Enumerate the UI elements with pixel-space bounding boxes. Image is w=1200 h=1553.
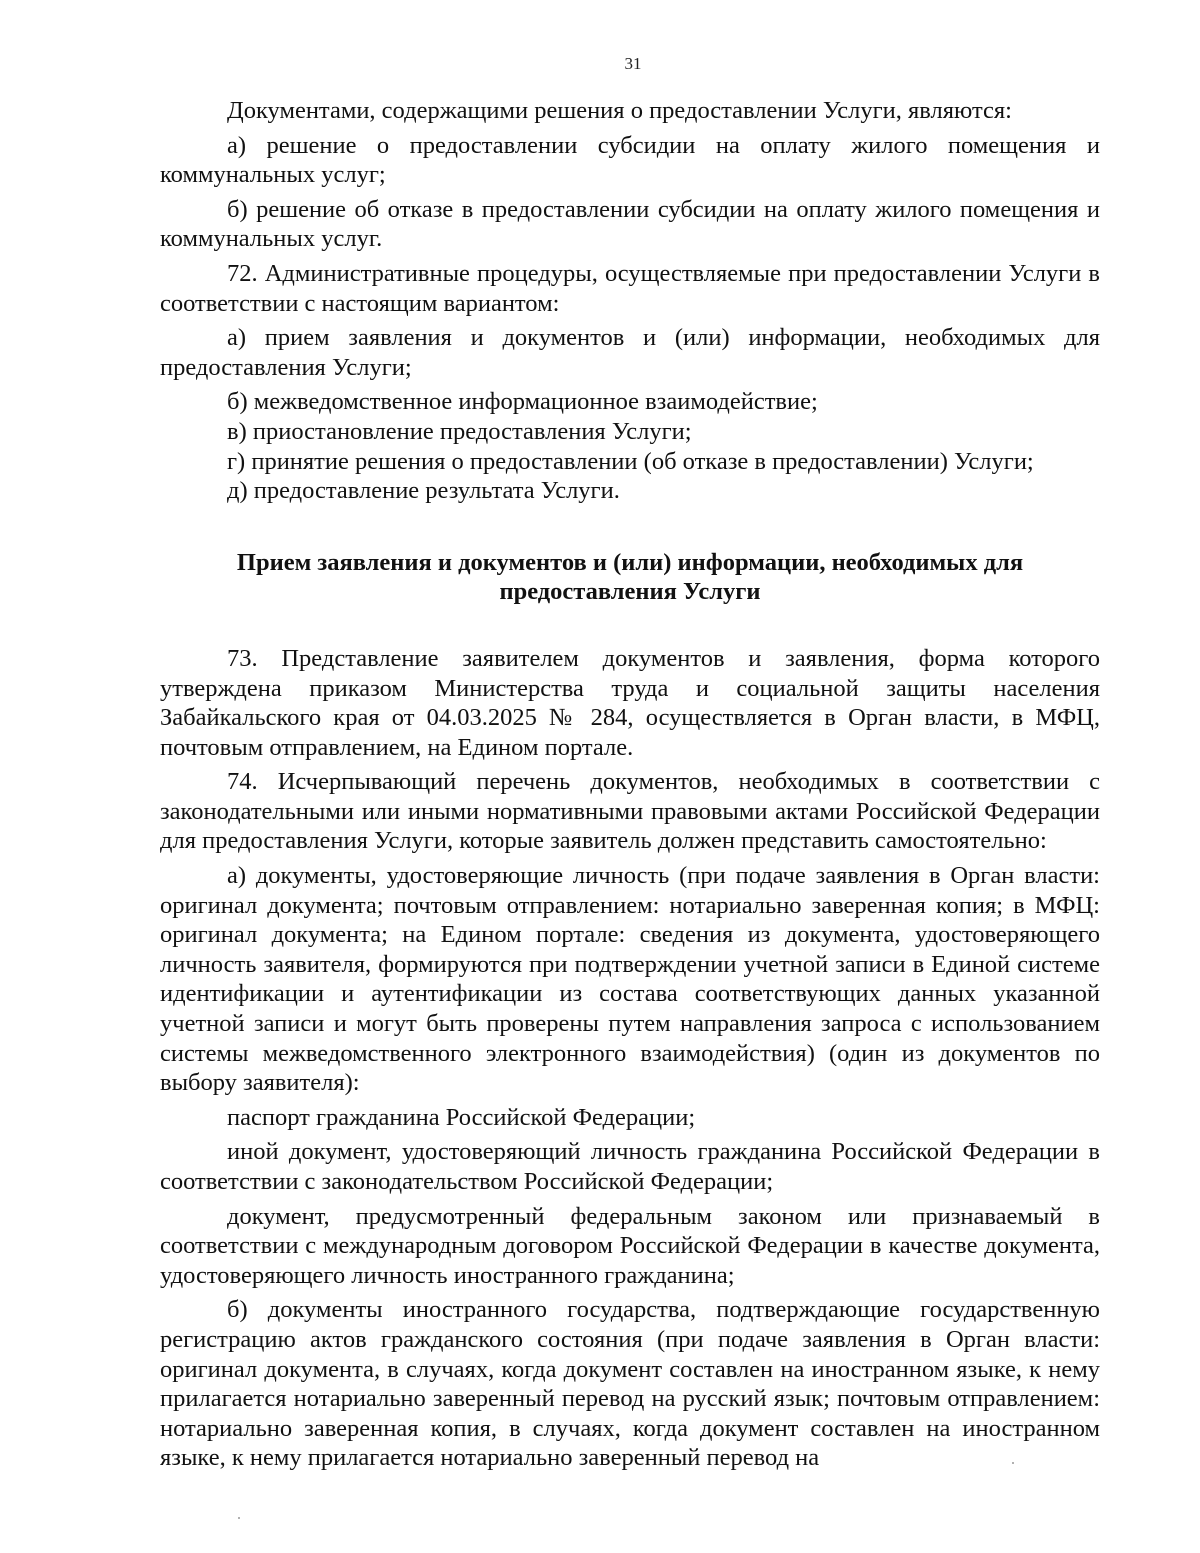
scan-speck xyxy=(1012,1462,1014,1464)
scan-speck xyxy=(238,1517,240,1519)
paragraph: Документами, содержащими решения о предоставлении Услуги, являются: xyxy=(227,97,1012,124)
document-body xyxy=(160,96,1100,1473)
paragraph: в) приостановление предоставления Услуги; xyxy=(227,417,692,445)
paragraph: 73. Представление заявителем документов и заявления, форма которого утверждена приказом Министерства труда и социальной защиты населения Забайкальского края от 04.03.2025 № 284, осуществляется в Орган власти, в МФЦ, почтовым отправлением, на Едином портале. xyxy=(160,644,1100,761)
paragraph: д) предоставление результата Услуги. xyxy=(227,477,620,505)
paragraph: 72. Административные процедуры, осуществляемые при предоставлении Услуги в соответствии с настоящим вариантом: xyxy=(160,259,1100,317)
paragraph: а) документы, удостоверяющие личность (при подаче заявления в Орган власти: оригинал документа; почтовым отправлением: нотариально заверенная копия; в МФЦ: оригинал документа; на Едином портале: сведения из документа, удостоверяющего личность заявителя, формируются при подтверждении учетной записи в Единой системе идентификации и аутентификации из состава соответствующих данных указанной учетной записи и могут быть проверены путем направления запроса с использованием системы межведомственного электронного взаимодействия) (один из документов по выбору заявителя): xyxy=(160,862,1100,1097)
section-heading xyxy=(160,548,1100,607)
paragraph: а) прием заявления и документов и (или) информации, необходимых для предоставления Услуги; xyxy=(160,324,1100,381)
paragraph: б) документы иностранного государства, подтверждающие государственную регистрацию актов гражданского состояния (при подаче заявления в Орган власти: оригинал документа, в случаях, когда документ составлен на иностранном языке, к нему прилагается нотариально заверенный перевод на русский язык; почтовым отправлением: нотариально заверенная копия, в случаях, когда документ составлен на иностранном языке, к нему прилагается нотариально заверенный перевод на xyxy=(160,1296,1100,1472)
section-heading-line: предоставления Услуги xyxy=(499,578,761,606)
paragraph: а) решение о предоставлении субсидии на оплату жилого помещения и коммунальных услуг; xyxy=(160,131,1100,189)
paragraph: б) межведомственное информационное взаимодействие; xyxy=(227,388,818,416)
paragraph: б) решение об отказе в предоставлении субсидии на оплату жилого помещения и коммунальных услуг. xyxy=(160,195,1100,253)
paragraph: 74. Исчерпывающий перечень документов, необходимых в соответствии с законодательными или иными нормативными правовыми актами Российской Федерации для предоставления Услуги, которые заявитель должен представить самостоятельно: xyxy=(160,768,1100,855)
paragraph: паспорт гражданина Российской Федерации; xyxy=(227,1103,696,1131)
paragraph: иной документ, удостоверяющий личность гражданина Российской Федерации в соответствии с законодательством Российской Федерации; xyxy=(160,1138,1100,1195)
paragraph: документ, предусмотренный федеральным законом или признаваемый в соответствии с международным договором Российской Федерации в качестве документа, удостоверяющего личность иностранного гражданина; xyxy=(160,1202,1100,1289)
section-heading-line: Прием заявления и документов и (или) информации, необходимых для xyxy=(236,548,1024,576)
paragraph: г) принятие решения о предоставлении (об отказе в предоставлении) Услуги; xyxy=(227,447,1034,475)
page-number: 31 xyxy=(624,54,642,73)
